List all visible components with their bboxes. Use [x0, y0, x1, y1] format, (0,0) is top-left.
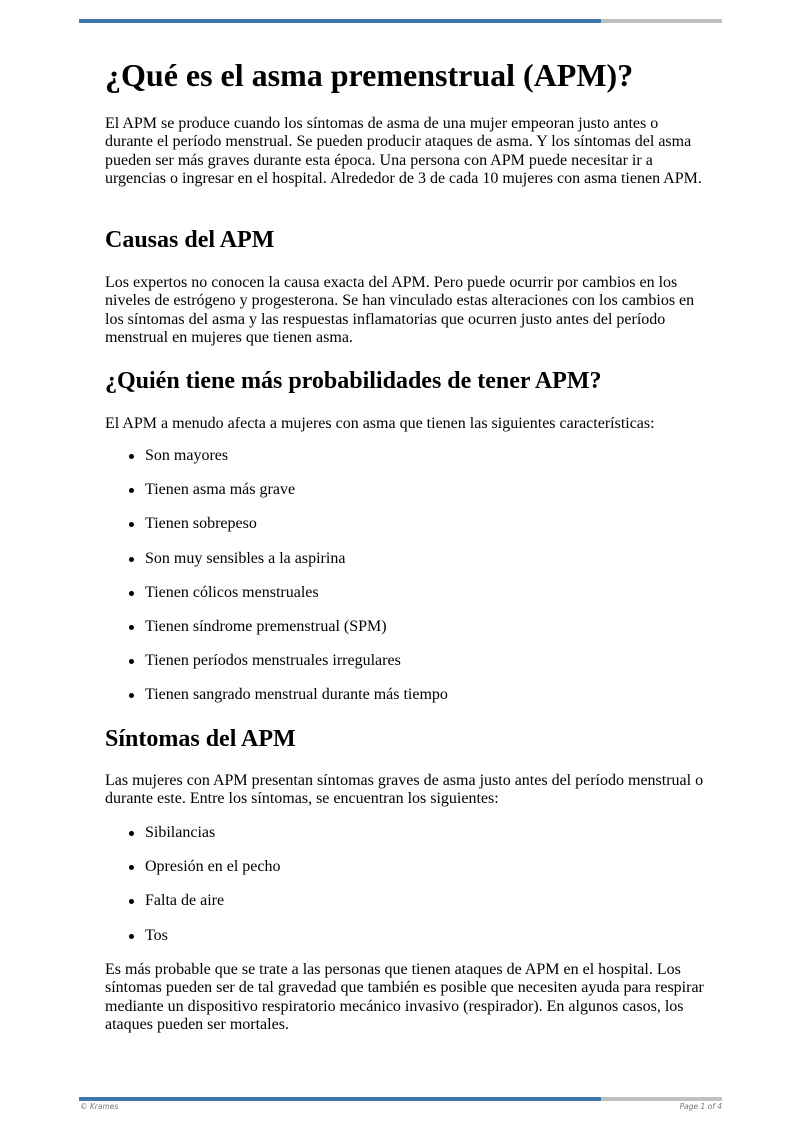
risk-list [105, 447, 705, 721]
list-item: Sibilancias [105, 824, 705, 858]
list-item: Son muy sensibles a la aspirina [105, 550, 705, 584]
page-title: ¿Qué es el asma premenstrual (APM)? [105, 57, 634, 93]
list-item: Falta de aire [105, 892, 705, 926]
causes-paragraph: Los expertos no conocen la causa exacta del APM. Pero puede ocurrir por cambios en los niveles de estrógeno y progesterona. Se han vinculado estas alteraciones con los cambios en los síntomas del asma y las respuestas inflamatorias que ocurren justo antes del período menstrual en mujeres que tienen asma. [105, 274, 695, 346]
list-item: Tienen síndrome premenstrual (SPM) [105, 618, 705, 652]
footer-page-number: Page 1 of 4 [679, 1102, 722, 1111]
risk-paragraph: El APM a menudo afecta a mujeres con asma que tienen las siguientes características: [105, 415, 655, 432]
list-item: Tienen períodos menstruales irregulares [105, 652, 705, 686]
footer-bar-fill [79, 1097, 601, 1101]
intro-paragraph: El APM se produce cuando los síntomas de asma de una mujer empeoran justo antes o durante el período menstrual. Se pueden producir ataques de asma. Y los síntomas del asma pueden ser más graves durante esta época. Una persona con APM puede necesitar ir a urgencias o ingresar en el hospital. Alrededor de 3 de cada 10 mujeres con asma tienen APM. [105, 115, 702, 187]
symptoms-paragraph: Las mujeres con APM presentan síntomas graves de asma justo antes del período menstrual o durante este. Entre los síntomas, se encuentran los siguientes: [105, 772, 704, 808]
list-item: Son mayores [105, 447, 705, 481]
footer-bar [79, 1097, 722, 1101]
risk-heading: ¿Quién tiene más probabilidades de tener APM? [105, 368, 602, 394]
header-bar-fill [79, 19, 601, 23]
symptoms-list [105, 824, 705, 961]
list-item: Tienen sangrado menstrual durante más tiempo [105, 686, 705, 720]
causes-heading: Causas del APM [105, 227, 275, 253]
closing-paragraph: Es más probable que se trate a las personas que tienen ataques de APM en el hospital. Los síntomas pueden ser de tal gravedad que también es posible que necesiten ayuda para respirar mediante un dispositivo respiratorio mecánico invasivo (respirador). En algunos casos, los ataques pueden ser mortales. [105, 961, 704, 1033]
header-bar [79, 19, 722, 23]
symptoms-heading: Síntomas del APM [105, 726, 296, 752]
list-item: Tos [105, 927, 705, 961]
list-item: Opresión en el pecho [105, 858, 705, 892]
list-item: Tienen cólicos menstruales [105, 584, 705, 618]
list-item: Tienen sobrepeso [105, 515, 705, 549]
footer-copyright: © Krames [80, 1102, 119, 1111]
list-item: Tienen asma más grave [105, 481, 705, 515]
